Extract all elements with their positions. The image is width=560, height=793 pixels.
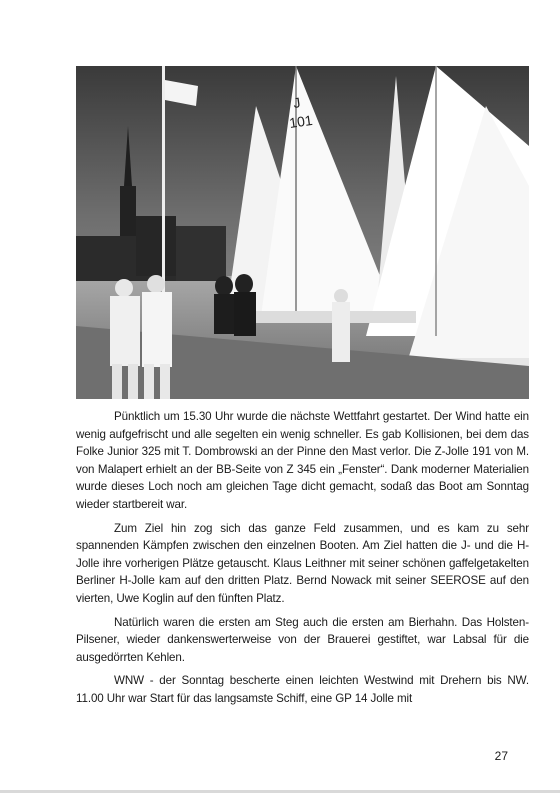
svg-text:101: 101 — [288, 111, 314, 131]
page-number: 27 — [494, 749, 508, 763]
sailing-regatta-photo-icon — [76, 66, 529, 399]
svg-text:J: J — [292, 94, 302, 111]
article-text — [76, 408, 529, 714]
paragraph-4: WNW - der Sonntag bescherte einen leichten Westwind mit Drehern bis NW. 11.00 Uhr war Start für das langsamste Schiff, eine GP 14 Jolle mit — [76, 674, 529, 705]
paragraph-3: Natürlich waren die ersten am Steg auch die ersten am Bierhahn. Das Holsten-Pilsener, wieder dankenswerterweise von der Brauerei gestiftet, war Labsal für die ausgedörrten Kehlen. — [76, 615, 529, 664]
paragraph-1: Pünktlich um 15.30 Uhr wurde die nächste Wettfahrt gestartet. Der Wind hatte ein wenig aufgefrischt und alle segelten ein wenig schneller. Es gab Kollisionen, bei dem das Folke Junior 325 mit T. Dombrowski an der Pinne den Mast verlor. Die Z-Jolle 191 von M. von Malapert erhielt an der BB-Seite von Z 345 ein „Fenster“. Dank moderner Materialien wurde dieses Loch noch am gleichen Tage dicht gemacht, sodaß das Boot am Sonntag wieder startbereit war. — [76, 410, 529, 511]
paragraph-2: Zum Ziel hin zog sich das ganze Feld zusammen, und es kam zu sehr spannenden Kämpfen zwischen den einzelnen Booten. Am Ziel hatten die J- und die H-Jolle ihre vorherigen Plätze getauscht. Klaus Leithner mit seiner schönen gaffelgetakelten Berliner H-Jolle kam auf den dritten Platz. Bernd Nowack mit seiner SEEROSE auf den vierten, Uwe Koglin auf den fünften Platz. — [76, 521, 529, 605]
sailing-photo — [76, 66, 529, 399]
